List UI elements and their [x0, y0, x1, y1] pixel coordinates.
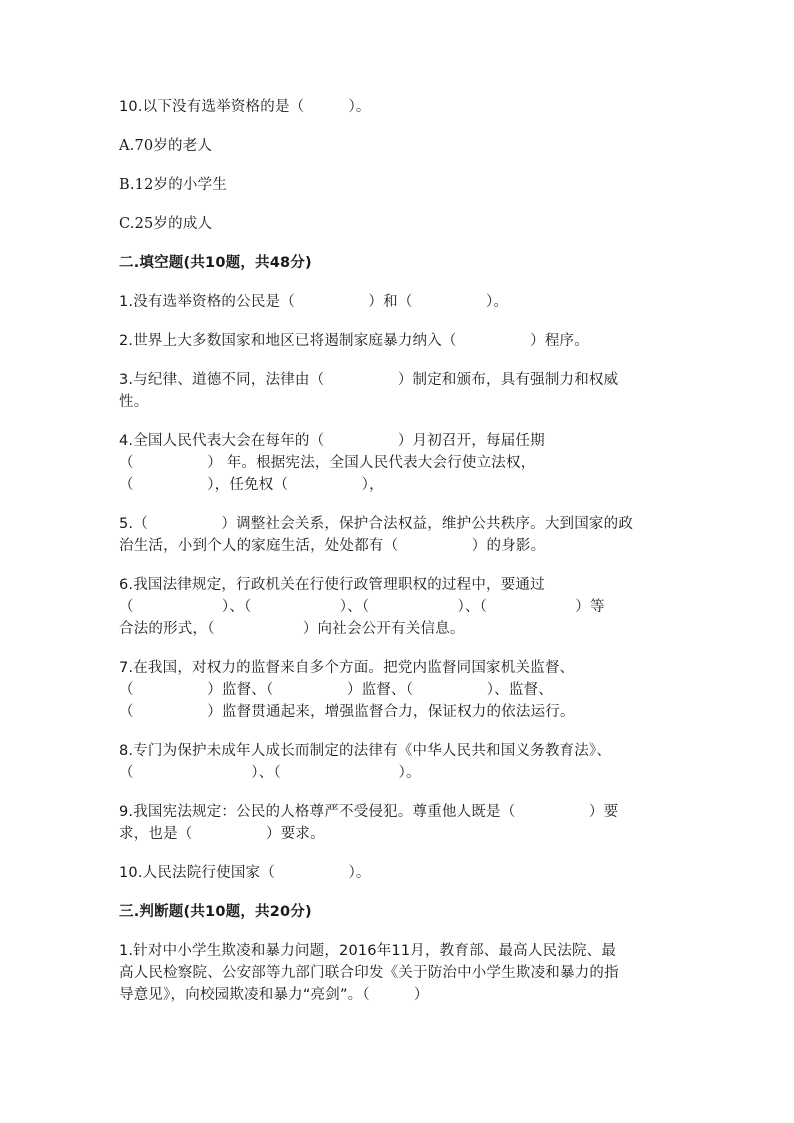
question-line: 4.全国人民代表大会在每年的（ ）月初召开，每届任期 [119, 433, 545, 449]
judge-question-1 [119, 940, 679, 1006]
fill-question-3 [119, 369, 679, 413]
question-line: 10.人民法院行使国家（ ）。 [119, 865, 371, 881]
fill-question-7 [119, 657, 679, 723]
section-title-text: 三.判断题(共10题，共20分) [119, 904, 312, 920]
question-line: 6.我国法律规定，行政机关在行使行政管理职权的过程中，要通过 [119, 577, 545, 593]
question-line: 2.世界上大多数国家和地区已将遏制家庭暴力纳入（ ）程序。 [119, 333, 589, 349]
question-line: 9.我国宪法规定：公民的人格尊严不受侵犯。尊重他人既是（ ）要 [119, 804, 619, 820]
option-a-text: A.70岁的老人 [119, 138, 213, 154]
question-line: 1.针对中小学生欺凌和暴力问题，2016年11月，教育部、最高人民法院、最 [119, 943, 617, 959]
fill-question-2 [119, 330, 679, 352]
question-line: 性。 [119, 394, 149, 410]
question-line: （ ）、（ ）、（ ）、（ ）等 [119, 599, 605, 615]
option-b-text: B.12岁的小学生 [119, 177, 228, 193]
fill-question-1 [119, 291, 679, 313]
fill-question-4 [119, 430, 679, 496]
section-title-text: 二.填空题(共10题，共48分) [119, 255, 312, 271]
question-line: （ ） 年。根据宪法，全国人民代表大会行使立法权， [119, 455, 536, 471]
question-line: 导意见》，向校园欺凌和暴力“亮剑”。（ ） [119, 987, 429, 1003]
question-line: 求，也是（ ）要求。 [119, 826, 325, 842]
fill-question-6 [119, 574, 679, 640]
fill-question-10 [119, 862, 679, 884]
option-b [119, 174, 679, 196]
exam-page [119, 96, 679, 1023]
option-c [119, 213, 679, 235]
section-3-title [119, 901, 679, 923]
question-line: 1.没有选举资格的公民是（ ）和（ ）。 [119, 294, 509, 310]
fill-question-8 [119, 740, 679, 784]
fill-question-9 [119, 801, 679, 845]
question-line: 8.专门为保护未成年人成长而制定的法律有《中华人民共和国义务教育法》、 [119, 743, 612, 759]
fill-question-5 [119, 513, 679, 557]
question-line: 合法的形式，（ ）向社会公开有关信息。 [119, 621, 465, 637]
option-c-text: C.25岁的成人 [119, 216, 213, 232]
question-line: 3.与纪律、道德不同，法律由（ ）制定和颁布，具有强制力和权威 [119, 372, 619, 388]
question-line: （ ）、（ ）。 [119, 765, 421, 781]
question-line: 7.在我国，对权力的监督来自多个方面。把党内监督同国家机关监督、 [119, 660, 575, 676]
question-line: 高人民检察院、公安部等九部门联合印发《关于防治中小学生欺凌和暴力的指 [119, 965, 619, 981]
question-line: （ ）监督、（ ）监督、（ ）、监督、 [119, 682, 553, 698]
question-line: 治生活，小到个人的家庭生活，处处都有（ ）的身影。 [119, 538, 546, 554]
option-a [119, 135, 679, 157]
question-line: 5.（ ）调整社会关系，保护合法权益，维护公共秩序。大到国家的政 [119, 516, 634, 532]
question-line: （ ），任免权（ ）， [119, 477, 384, 493]
question-stem: 10.以下没有选举资格的是（ ）。 [119, 99, 371, 115]
section-2-title [119, 252, 679, 274]
question-10-choice [119, 96, 679, 118]
question-line: （ ）监督贯通起来，增强监督合力，保证权力的依法运行。 [119, 704, 575, 720]
